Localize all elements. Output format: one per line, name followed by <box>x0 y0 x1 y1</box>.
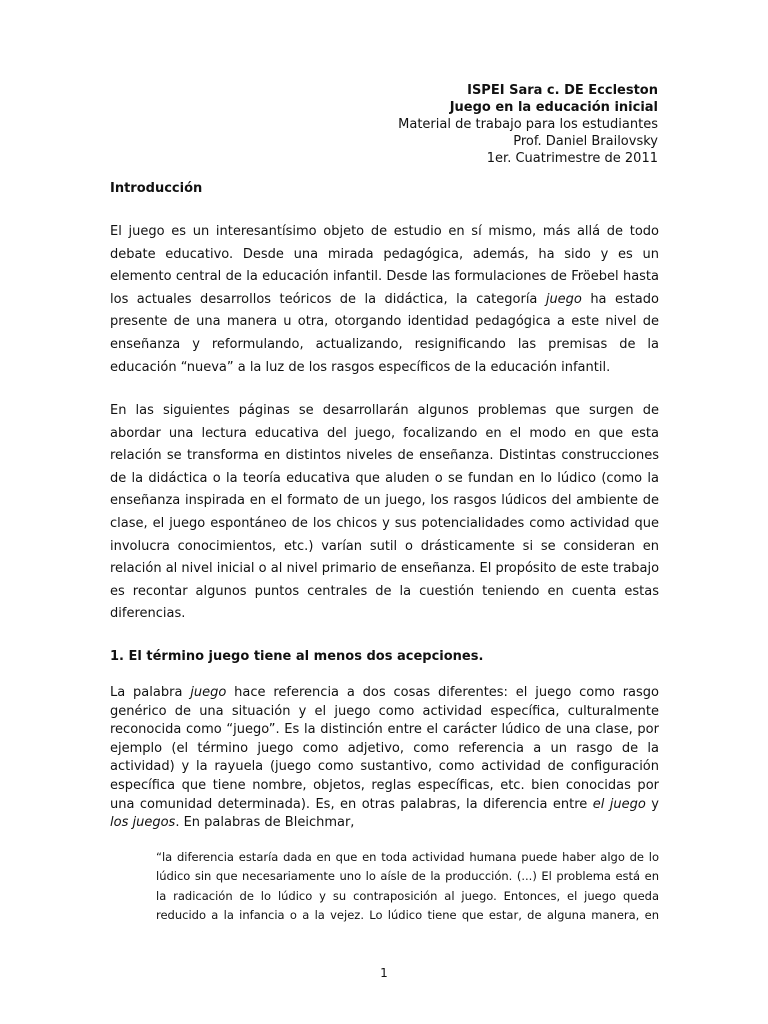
text-line: lúdico sin que necesariamente uno lo aísle de la producción. (...) El problema está en <box>156 869 659 884</box>
text-line: presente de una manera u otra, otorgando identidad pedagógica a este nivel de <box>110 314 659 330</box>
text-line: En las siguientes páginas se desarrollarán algunos problemas que surgen de <box>110 403 659 418</box>
course-title: Juego en la educación inicial <box>449 100 658 115</box>
text-segment: . En palabras de Bleichmar, <box>175 815 355 831</box>
text-line: la radicación de lo lúdico y su contraposición al juego. Entonces, el juego queda <box>156 888 659 903</box>
italic-term: juego <box>545 291 582 307</box>
italic-term: el juego <box>592 796 646 812</box>
text-line: de la didáctica o la teoría educativa que aluden o se fundan en lo lúdico (como la <box>110 470 659 486</box>
text-line <box>110 684 659 703</box>
section-1-heading: 1. El término juego tiene al menos dos acepciones. <box>110 649 484 664</box>
section-1-paragraph <box>110 684 659 833</box>
bleichmar-quote <box>156 848 659 925</box>
text-line: genérico de una situación y el juego como actividad específica, culturalmente <box>110 703 659 719</box>
professor-name: Prof. Daniel Brailovsky <box>513 134 658 149</box>
text-line: debate educativo. Desde una mirada pedagógica, además, ha sido y es un <box>110 246 659 262</box>
text-line: reconocida como “juego”. Es la distinción entre el carácter lúdico de una clase, por <box>110 722 659 738</box>
text-line: específica que tiene nombre, objetos, reglas específicas, etc. bien conocidas por <box>110 777 659 793</box>
text-line: relación al nivel inicial o al nivel primario de enseñanza. El propósito de este trabajo <box>110 561 660 577</box>
text-line: diferencias. <box>110 606 186 622</box>
text-line: clase, el juego espontáneo de los chicos y sus potencialidades como actividad que <box>110 515 659 531</box>
text-line: reducido a la infancia o a la vejez. Lo lúdico tiene que estar, de alguna manera, en <box>156 907 659 922</box>
text-line: involucra conocimientos, etc.) varían sutil o drásticamente si se consideran en <box>110 538 659 554</box>
text-line: El juego es un interesantísimo objeto de estudio en sí mismo, más allá de todo <box>110 224 659 239</box>
text-segment: hace referencia a dos cosas diferentes: el juego como rasgo <box>226 685 659 700</box>
text-line: actividad) y la rayuela (juego como sustantivo, como actividad de configuración <box>110 759 659 775</box>
text-segment: y <box>645 796 659 812</box>
term-label: 1er. Cuatrimestre de 2011 <box>486 151 658 166</box>
text-line: educación “nueva” a la luz de los rasgos específicos de la educación infantil. <box>110 359 611 375</box>
text-line: relación se transforma en distintos niveles de enseñanza. Distintas construcciones <box>110 448 659 464</box>
document-header <box>398 82 658 167</box>
text-line: es recontar algunos puntos centrales de la cuestión teniendo en cuenta estas <box>110 583 659 599</box>
text-line: enseñanza y reformulando, actualizando, resignificando las premisas de la <box>110 336 659 352</box>
text-line <box>110 796 659 815</box>
text-line: “la diferencia estaría dada en que en toda actividad humana puede haber algo de lo <box>156 850 659 864</box>
text-line: enseñanza inspirada en el formato de un juego, los rasgos lúdicos del ambiente de <box>110 493 659 509</box>
intro-paragraph-2 <box>110 400 659 626</box>
institution-name: ISPEI Sara c. DE Eccleston <box>467 83 658 98</box>
text-line <box>110 814 659 833</box>
text-line <box>110 289 659 312</box>
text-segment: ha estado <box>581 291 659 307</box>
text-line: abordar una lectura educativa del juego, focalizando en el modo en que esta <box>110 425 659 441</box>
text-segment: La palabra <box>110 685 191 700</box>
intro-heading: Introducción <box>110 181 203 196</box>
material-subtitle: Material de trabajo para los estudiantes <box>398 117 658 132</box>
page-number: 1 <box>380 966 388 980</box>
text-segment: los actuales desarrollos teóricos de la didáctica, la categoría <box>110 291 546 307</box>
text-line: ejemplo (el término juego como adjetivo, como referencia a un rasgo de la <box>110 740 659 756</box>
intro-paragraph-1 <box>110 221 659 379</box>
italic-term: juego <box>190 685 227 700</box>
text-line: elemento central de la educación infantil. Desde las formulaciones de Fröebel hasta <box>110 269 659 285</box>
italic-term: los juegos <box>110 815 176 831</box>
text-segment: una comunidad determinada). Es, en otras palabras, la diferencia entre <box>110 796 593 812</box>
